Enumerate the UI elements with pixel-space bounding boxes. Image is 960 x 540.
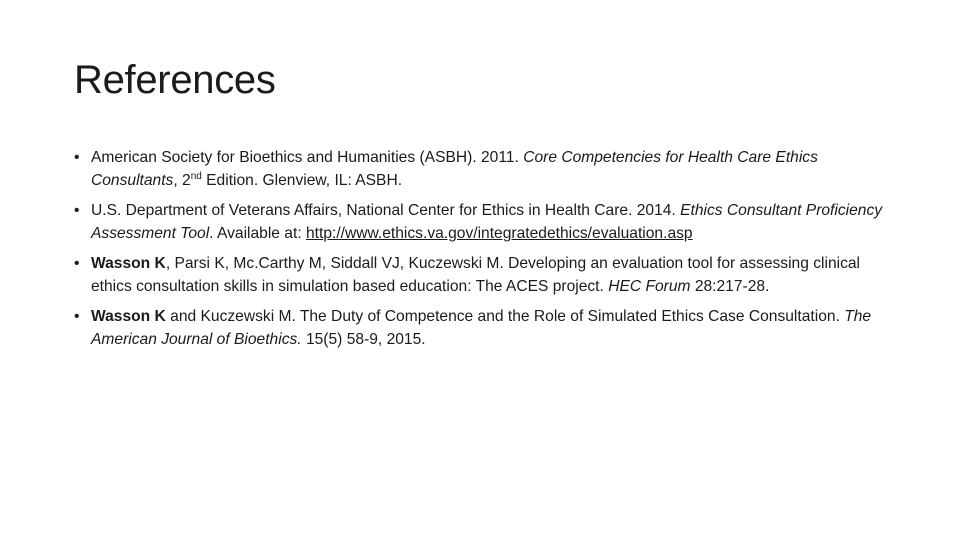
reference-text: Edition. Glenview, IL: ASBH.: [201, 172, 403, 189]
slide-title: References: [74, 58, 276, 102]
reference-item: [74, 146, 894, 192]
reference-author-highlight: Wasson K: [91, 308, 166, 325]
reference-title-text: Core Competencies for Health Care Ethics Consultants: [91, 149, 818, 189]
reference-link[interactable]: http://www.ethics.va.gov/integratedethics/evaluation.asp: [305, 225, 693, 242]
reference-text: , 2: [173, 172, 191, 189]
reference-item: [74, 305, 894, 351]
reference-superscript: nd: [190, 170, 202, 182]
reference-text: American Society for Bioethics and Humanities (ASBH). 2011.: [91, 149, 524, 166]
reference-title-text: HEC Forum: [608, 278, 691, 295]
reference-title-text: Ethics Consultant Proficiency Assessment Tool: [91, 202, 883, 242]
reference-text: U.S. Department of Veterans Affairs, National Center for Ethics in Health Care. 2014.: [91, 202, 681, 219]
reference-text: . Available at:: [209, 225, 306, 242]
reference-author-highlight: Wasson K: [91, 255, 166, 272]
reference-item: [74, 199, 894, 245]
references-list: [74, 146, 894, 358]
reference-text: and Kuczewski M. The Duty of Competence and the Role of Simulated Ethics Case Consultation.: [165, 308, 845, 325]
reference-text: 28:217-28.: [690, 278, 770, 295]
reference-item: [74, 252, 894, 298]
reference-text: 15(5) 58-9, 2015.: [301, 331, 426, 348]
reference-title-text: The American Journal of Bioethics.: [91, 308, 872, 348]
reference-text: , Parsi K, Mc.Carthy M, Siddall VJ, Kuczewski M. Developing an evaluation tool for assessing clinical ethics consultation skills in simulation based education: The ACES project.: [91, 255, 861, 295]
